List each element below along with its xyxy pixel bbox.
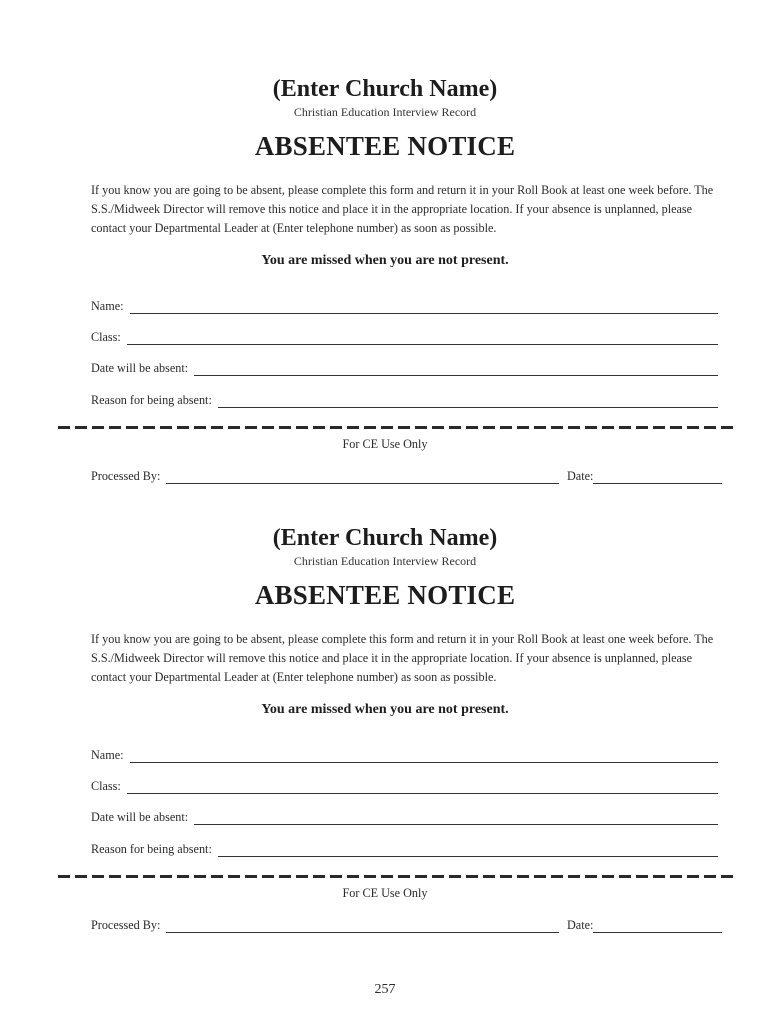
name-blank-line[interactable] bbox=[130, 302, 719, 314]
instructions-paragraph: If you know you are going to be absent, please complete this form and return it in your Roll Book at least one week before. The S.S./Midweek Director will remove this notice and place it in the appropriate location. If your absence is unplanned, please contact your Departmental Leader at (Enter telephone number) as soon as possible. bbox=[91, 632, 714, 684]
name-label: Name: bbox=[91, 748, 124, 762]
processed-date-blank-line[interactable] bbox=[593, 472, 722, 484]
processed-date-field[interactable] bbox=[567, 917, 722, 933]
class-blank-line[interactable] bbox=[127, 782, 718, 794]
ce-use-only-label: For CE Use Only bbox=[342, 886, 428, 900]
church-name-heading: (Enter Church Name) bbox=[272, 76, 498, 102]
instructions-paragraph: If you know you are going to be absent, please complete this form and return it in your Roll Book at least one week before. The S.S./Midweek Director will remove this notice and place it in the appropriate location. If your absence is unplanned, please contact your Departmental Leader at (Enter telephone number) as soon as possible. bbox=[91, 183, 714, 235]
processed-by-field[interactable] bbox=[91, 468, 559, 484]
record-subtitle: Christian Education Interview Record bbox=[293, 554, 477, 568]
date-absent-blank-line[interactable] bbox=[194, 813, 718, 825]
processed-by-label: Processed By: bbox=[91, 918, 161, 932]
reason-blank-line[interactable] bbox=[218, 845, 718, 857]
class-blank-line[interactable] bbox=[127, 333, 718, 345]
absentee-notice-1 bbox=[0, 70, 770, 510]
name-field[interactable] bbox=[91, 298, 718, 314]
missed-message: You are missed when you are not present. bbox=[261, 702, 509, 717]
missed-message: You are missed when you are not present. bbox=[261, 253, 509, 268]
cut-line-divider bbox=[58, 426, 738, 429]
date-absent-field[interactable] bbox=[91, 360, 718, 376]
page-number: 257 bbox=[374, 982, 396, 997]
notice-title: ABSENTEE NOTICE bbox=[254, 580, 516, 610]
date-absent-field[interactable] bbox=[91, 809, 718, 825]
processed-by-blank-line[interactable] bbox=[166, 472, 559, 484]
church-name-heading: (Enter Church Name) bbox=[272, 525, 498, 551]
processed-date-field[interactable] bbox=[567, 468, 722, 484]
name-label: Name: bbox=[91, 299, 124, 313]
name-field[interactable] bbox=[91, 747, 718, 763]
date-absent-blank-line[interactable] bbox=[194, 364, 718, 376]
record-subtitle: Christian Education Interview Record bbox=[293, 105, 477, 119]
absentee-notice-2 bbox=[0, 519, 770, 959]
processed-by-label: Processed By: bbox=[91, 469, 161, 483]
date-absent-label: Date will be absent: bbox=[91, 810, 189, 824]
class-label: Class: bbox=[91, 330, 121, 344]
processed-date-blank-line[interactable] bbox=[593, 921, 722, 933]
class-field[interactable] bbox=[91, 329, 718, 345]
reason-field[interactable] bbox=[91, 392, 718, 408]
cut-line-divider bbox=[58, 875, 738, 878]
class-label: Class: bbox=[91, 779, 121, 793]
processed-by-field[interactable] bbox=[91, 917, 559, 933]
processed-by-blank-line[interactable] bbox=[166, 921, 559, 933]
reason-label: Reason for being absent: bbox=[91, 842, 212, 856]
ce-use-only-label: For CE Use Only bbox=[342, 437, 428, 451]
reason-field[interactable] bbox=[91, 841, 718, 857]
processed-date-label: Date: bbox=[567, 918, 594, 932]
reason-label: Reason for being absent: bbox=[91, 393, 212, 407]
reason-blank-line[interactable] bbox=[218, 396, 718, 408]
processed-date-label: Date: bbox=[567, 469, 594, 483]
notice-title: ABSENTEE NOTICE bbox=[254, 131, 516, 161]
name-blank-line[interactable] bbox=[130, 751, 719, 763]
class-field[interactable] bbox=[91, 778, 718, 794]
date-absent-label: Date will be absent: bbox=[91, 361, 189, 375]
